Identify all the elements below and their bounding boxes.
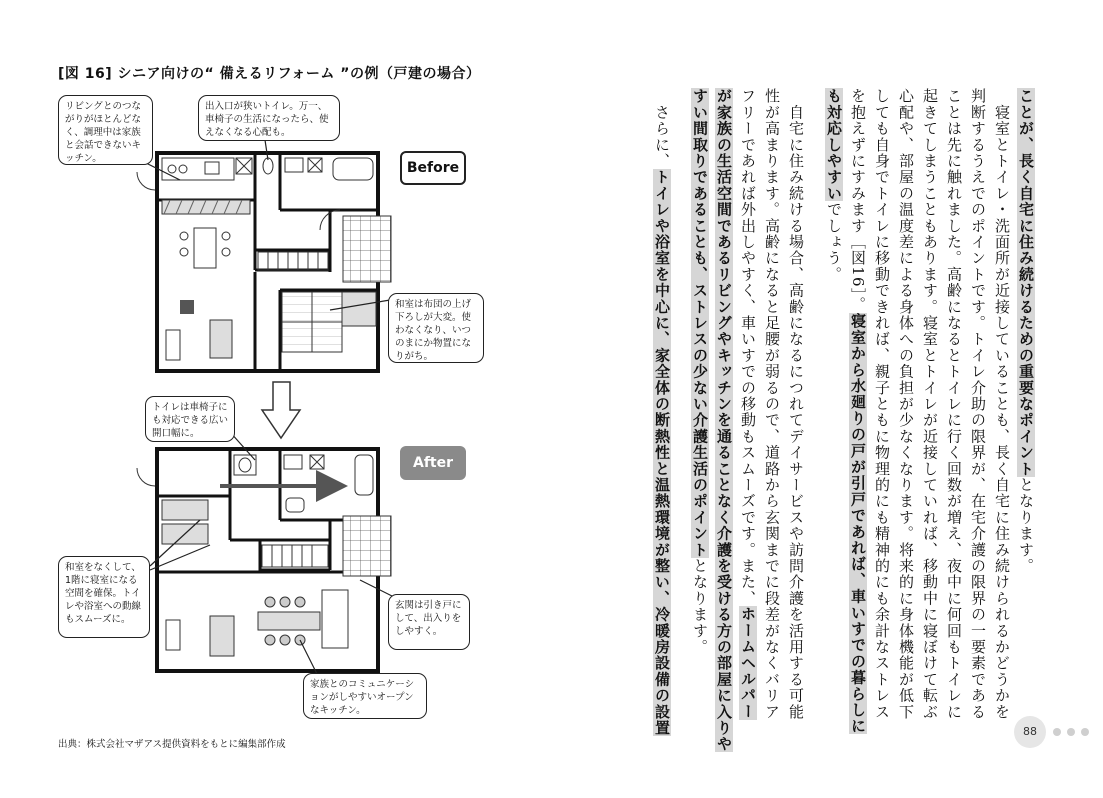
body-column-6: 心配や、部屋の温度差による身体への負担が少なくなります。将来的に身体機能が低下	[897, 88, 915, 720]
body-column-14	[688, 88, 712, 678]
emphasis: も対応しやすい	[825, 88, 843, 202]
body-column-12	[736, 88, 760, 720]
figure-source: 出典：株式会社マザアス提供資料をもとに編集部作成	[58, 739, 286, 750]
body-column-3: 判断するうえでのポイントです。トイレ介助の限界が、在宅介護の限界の一要素である	[969, 88, 987, 720]
figure-title: [図 16] シニア向けの“ 備えるリフォーム ”の例（戸建の場合）	[58, 66, 481, 82]
callout-kitchen-after: 家族とのコミュニケーションがしやすいオープンなキッチン。	[303, 673, 427, 719]
after-label: After	[400, 446, 466, 480]
emphasis: トイレや浴室を中心に、家全体の断熱性と温熱環境が整い、冷暖房設備の設置	[653, 169, 671, 736]
before-after-arrow	[262, 382, 300, 438]
body-column-1	[1014, 88, 1038, 678]
body-column-7: しても自身でトイレに移動できれば、親子ともに物理的にも精神的にも余計なストレス	[873, 88, 891, 720]
body-column-13	[712, 88, 736, 753]
emphasis: ことが、長く自宅に住み続けるための重要なポイント	[1017, 88, 1035, 477]
before-label: Before	[400, 151, 466, 185]
before-plan	[137, 153, 391, 371]
callout-toilet-after: トイレは車椅子にも対応できる広い開口幅に。	[145, 396, 235, 442]
emphasis: ホームヘルパー	[739, 606, 757, 720]
body-column-8	[846, 88, 870, 734]
callout-toilet-before: 出入口が狭いトイレ。万一、車椅子の生活になったら、使えなくなる心配も。	[198, 95, 340, 141]
callout-kitchen-before: リビングとのつながりがほとんどなく、調理中は家族と会話できないキッチン。	[58, 95, 153, 165]
body-column-10: 自宅に住み続ける場合、高齢になるにつれてデイサービスや訪問介護を活用する可能	[787, 88, 805, 720]
page-dot	[1081, 728, 1089, 736]
emphasis: すい間取りであることも、ストレスの少ない介護生活のポイント	[691, 88, 709, 558]
callout-door-after: 玄関は引き戸にして、出入りをしやすく。	[388, 594, 470, 650]
body-column-2: 寝室とトイレ・洗面所が近接していることも、長く自宅に住み続けられるかどうかを	[993, 88, 1011, 720]
body-column-5: 起きてしまうこともあります。寝室とトイレが近接していれば、移動中に寝ぼけて転ぶ	[921, 88, 939, 720]
text: フリーであれば外出しやすく、車いすでの移動もスムーズです。また、	[739, 88, 757, 607]
emphasis: 寝室から水廻りの戸が引戸であれば、車いすでの暮らしに	[849, 312, 867, 734]
body-column-11: 性が高まります。高齢になると足腰が弱るので、道路から玄関までに段差がなくバリア	[763, 88, 781, 720]
page-dot	[1053, 728, 1061, 736]
body-column-9	[822, 88, 846, 678]
text: を抱えずにすみます［図16］。	[849, 88, 867, 313]
text: となります。	[691, 557, 709, 656]
body-column-15	[650, 88, 674, 736]
text: となります。	[1017, 476, 1035, 575]
emphasis: が家族の生活空間であるリビングやキッチンを通ることなく介護を受ける方の部屋に入りや	[715, 88, 733, 753]
text: さらに、	[653, 88, 671, 169]
callout-washitsu-before: 和室は布団の上げ下ろしが大変。使わなくなり、いつのまにか物置になりがち。	[388, 293, 484, 363]
callout-bedroom-after: 和室をなくして、1階に寝室になる空間を確保。トイレや浴室への動線もスムーズに。	[58, 556, 150, 638]
page-number: 88	[1014, 716, 1046, 748]
page-dot	[1067, 728, 1075, 736]
text: でしょう。	[825, 201, 843, 283]
body-column-4: ことは先に触れました。高齢になるとトイレに行く回数が増え、夜中に何回もトイレに	[945, 88, 963, 720]
